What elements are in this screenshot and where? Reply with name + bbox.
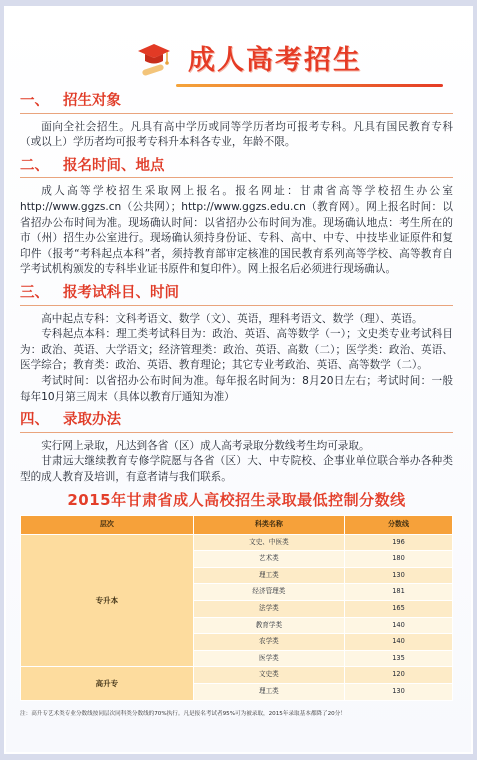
- category-cell: 理工类: [193, 684, 344, 701]
- section-paragraph: 实行网上录取，凡达到各省（区）成人高考录取分数线考生均可录取。: [41, 439, 370, 452]
- category-cell: 经济管理类: [193, 584, 344, 601]
- page-title: 成人高考招生: [188, 45, 362, 76]
- table-row: [21, 534, 453, 551]
- section-paragraph: 考试时间：以省招办公布时间为准。每年报名时间为：8月20日左右；考试时间：一般每年10月第三周末（具体以教育厅通知为准）: [20, 374, 453, 403]
- header-level: 层次: [21, 516, 194, 535]
- section-divider: [20, 305, 453, 306]
- section-paragraph: 面向全社会招生。凡具有高中学历或同等学历者均可报考专科。凡具有国民教育专科（或以上）学历者均可报考专科升本科各专业，年龄不限。: [20, 120, 453, 149]
- category-cell: 农学类: [193, 634, 344, 651]
- section-paragraph: 甘肃远大继续教育专修学院愿与各省（区）大、中专院校、企事业单位联合举办各种类型的成人教育及培训，有意者请与我们联系。: [20, 455, 453, 483]
- section-recruitment-target: [20, 94, 453, 151]
- section-heading: [20, 159, 453, 175]
- section-title: 报考试科目、时间: [63, 284, 179, 301]
- level-cell: 高升专: [21, 667, 194, 700]
- category-cell: 文史类: [193, 667, 344, 684]
- category-cell: 法学类: [193, 601, 344, 618]
- section-admission: [20, 413, 453, 485]
- section-divider: [20, 113, 453, 114]
- score-cell: 165: [344, 601, 452, 618]
- score-cell: 140: [344, 617, 452, 634]
- header-score: 分数线: [344, 516, 452, 535]
- section-paragraph: 成人高等学校招生采取网上报名。报名网址：甘肃省高等学校招生办公室http://www.ggzs.cn（公共网）；http://www.ggzs.edu.cn（教育网）。网上报名时间：以省招办公布时间为准。现场确认时间：以省招办公布时间为准。现场确认地点：考生所在的市（州）招生办公室进行。现场确认须持身份证、专科、高中、中专、中技毕业证原件和复印件（报考“考科起点本科”者，须持教育部审定核准的国民教育系列高等学校、高等教育自学考试机构颁发的专科毕业证书原件和复印件）。网上报名后必须进行现场确认。: [20, 185, 453, 276]
- section-number: 四、: [20, 412, 49, 429]
- section-number: 三、: [20, 284, 49, 301]
- section-registration: [20, 159, 453, 278]
- section-number: 二、: [20, 157, 49, 174]
- section-heading: [20, 94, 453, 110]
- main-content: [4, 92, 473, 722]
- graduation-cap-icon: [136, 40, 172, 76]
- level-cell: 专升本: [21, 534, 194, 667]
- title-underline: [176, 84, 443, 87]
- category-cell: 艺术类: [193, 551, 344, 568]
- score-cell: 130: [344, 567, 452, 584]
- score-cell: 140: [344, 634, 452, 651]
- section-divider: [20, 177, 453, 178]
- score-cell: 196: [344, 534, 452, 551]
- section-heading: [20, 413, 453, 429]
- section-paragraph: 高中起点专科：文科考语文、数学（文）、英语，理科考语文、数学（理）、英语。: [41, 312, 423, 325]
- category-cell: 教育学类: [193, 617, 344, 634]
- score-cell: 181: [344, 584, 452, 601]
- score-cell: 120: [344, 667, 452, 684]
- score-table: [20, 515, 453, 701]
- header-category: 科类名称: [193, 516, 344, 535]
- section-title: 报名时间、地点: [63, 157, 165, 174]
- category-cell: 医学类: [193, 650, 344, 667]
- table-header-row: [21, 516, 453, 535]
- section-title: 录取办法: [63, 412, 121, 429]
- score-cell: 130: [344, 684, 452, 701]
- table-row: [21, 667, 453, 684]
- section-paragraph: 专科起点本科：理工类考试科目为：政治、英语、高等数学（一）；文史类专业考试科目为：政治、英语、大学语文；经济管理类：政治、英语、高数（二）；医学类：政治、英语、医学综合；教育类：政治、英语、教育理论；其它专业考政治、英语、高等数学（二）。: [20, 328, 453, 372]
- poster-header: [4, 26, 473, 90]
- category-cell: 文史、中医类: [193, 534, 344, 551]
- score-cell: 135: [344, 650, 452, 667]
- table-footnote: 注：高升专艺术类专业分数线按同层次同科类分数线的70%执行。凡是报名考试者95%可为被录取，2015年录取基本都降了20分！: [20, 710, 346, 717]
- score-cell: 180: [344, 551, 452, 568]
- section-divider: [20, 432, 453, 433]
- section-number: 一、: [20, 93, 49, 109]
- section-title: 招生对象: [63, 93, 121, 109]
- section-heading: [20, 286, 453, 302]
- score-table-title: 2015年甘肃省成人高校招生录取最低控制分数线: [67, 491, 406, 510]
- category-cell: 理工类: [193, 567, 344, 584]
- section-exam-subjects: [20, 286, 453, 405]
